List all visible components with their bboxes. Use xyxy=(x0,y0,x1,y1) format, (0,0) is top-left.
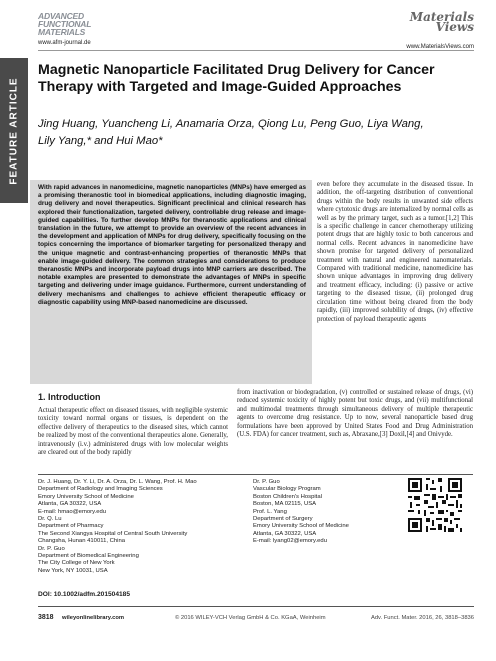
affiliation-line: Atlanta, GA 30322, USA xyxy=(253,530,317,537)
affiliation-line: Boston, MA 02115, USA xyxy=(253,501,317,508)
materials-views-url[interactable]: www.MaterialsViews.com xyxy=(406,44,474,50)
footer-url[interactable]: wileyonlinelibrary.com xyxy=(62,615,125,621)
footer-divider xyxy=(38,606,474,607)
affiliation-line: Dr. P. Guo xyxy=(253,479,280,485)
right-column-text: even before they accumulate in the diseased tissue. In addition, the off-targeting distribution of conventional drugs within the body results in unwanted side effects where cytotoxic drugs are internalized by normal cells as well as by the primary target, such as a tumor.[1,2] This is a specific challenge in cancer chemotherapy utilizing potent drugs that are highly toxic to both cancerous and normal cells. Recent advances in nanomedicine have shown promise for targeted delivery of personalized treatment with natural and engineered nanomaterials. Compared with traditional medicine, nanomedicine has shown unique advantages in improving drug delivery and treatment efficacy, including: (i) passive or active targeting to the diseased tissue, (ii) prolonged drug circulation time without being cleared from the body rapidly, (iii) improved solubility of drugs, (iv) effective protection of payload therapeutic agents xyxy=(317,181,473,323)
affiliation-line: The Second Xiangya Hospital of Central South University xyxy=(38,530,188,537)
abstract-text: With rapid advances in nanomedicine, magnetic nanoparticles (MNPs) have emerged as a promising theranostic tool in biomedical applications, including diagnostic imaging, drug delivery and novel therapeutics. Significant preclinical and clinical research has explored their functionalization, targeted delivery, controllable drug release and image-guided capabilities. To further develop MNPs for theranostic applications and clinical translation in the future, we attempt to provide an overview of the recent advances in the development and application of MNPs for drug delivery, specifically focusing on the topics concerning the importance of biomarker targeting for personalized therapy and the unique magnetic and contrast-enhancing properties of theranostic MNPs that enable image-guided delivery. The common strategies and considerations to produce theranostic MNPs and incorporate payload drugs into MNP carriers are described. The notable examples are presented to demonstrate the advantages of MNPs in specific targeting and delivering under image guidance. Furthermore, current understanding of delivery mechanisms and challenges to achieve efficient therapeutic efficacy or diagnostic capability using MNP-based nanomedicine are discussed. xyxy=(38,184,306,306)
affiliation-line: Dr. P. Guo xyxy=(38,545,65,552)
journal-logo-line-1: ADVANCED xyxy=(38,11,84,21)
affiliation-line: Dr. Q. Lu xyxy=(38,516,62,523)
section-tab xyxy=(0,58,28,203)
section-label: FEATURE ARTICLE xyxy=(8,76,20,185)
materials-views-logo xyxy=(410,12,474,32)
page-number: 3818 xyxy=(38,614,54,621)
affiliation-line: Atlanta, GA 30322, USA xyxy=(38,501,102,508)
affiliation-line: Dr. J. Huang, Dr. Y. Li, Dr. A. Orza, Dr. L. Wang, Prof. H. Mao xyxy=(38,479,197,485)
affiliation-line: Department of Pharmacy xyxy=(38,523,104,530)
journal-logo-line-3: MATERIALS xyxy=(38,27,86,37)
affiliation-line: Department of Radiology and Imaging Sciences xyxy=(38,486,163,493)
author-list xyxy=(38,116,478,149)
doi[interactable]: DOI: 10.1002/adfm.201504185 xyxy=(38,591,131,598)
affiliation-email[interactable]: E-mail: lyang02@emory.edu xyxy=(253,538,327,545)
affiliation-line: Boston Children's Hospital xyxy=(253,493,322,500)
affiliation-line: Emory University School of Medicine xyxy=(38,493,134,500)
affiliation-line: New York, NY 10031, USA xyxy=(38,567,108,574)
qr-code-icon[interactable] xyxy=(406,476,464,534)
citation: Adv. Funct. Mater. 2016, 26, 3818–3836 xyxy=(370,615,474,621)
affiliation-line: Changsha, Hunan 410011, China xyxy=(38,538,126,545)
materials-views-logo-line-1: Materials xyxy=(409,10,474,24)
affiliation-line: Emory University School of Medicine xyxy=(253,523,349,530)
authors-line-2: Lily Yang,* and Hui Mao* xyxy=(38,134,163,147)
header-divider xyxy=(38,50,474,51)
affiliation-line: Department of Biomedical Engineering xyxy=(38,553,139,560)
right-column-continuation: from inactivation or biodegradation, (v) controlled or sustained release of drugs, (vi) reduced systemic toxicity of highly potent but toxic drugs, and (vii) multifunctional and multimodal treatments through simultaneous delivery of multiple therapeutic agents to overcome drug resistance. Up to now, several nanoparticle based drug formulations have been approved by United States Food and Drug Administration (U.S. FDA) for cancer treatment, such as, Abraxane,[3] Doxil,[4] and Onivyde. xyxy=(237,389,473,439)
affiliation-divider xyxy=(38,474,473,475)
journal-logo-line-2: FUNCTIONAL xyxy=(38,19,92,29)
affiliation-email[interactable]: E-mail: hmao@emory.edu xyxy=(38,508,107,515)
materials-views-logo-line-2: Views xyxy=(435,20,474,34)
affiliation-line: Prof. L. Yang xyxy=(253,508,287,515)
affiliation-line: Vascular Biology Program xyxy=(253,486,321,493)
affiliation-line: The City College of New York xyxy=(38,560,115,567)
section-heading: 1. Introduction xyxy=(38,392,101,402)
affiliations-left xyxy=(38,479,238,575)
journal-url[interactable]: www.afm-journal.de xyxy=(38,40,91,46)
affiliations-right xyxy=(253,479,393,546)
affiliation-line: Department of Surgery xyxy=(253,516,313,523)
copyright: © 2016 WILEY-VCH Verlag GmbH & Co. KGaA, Weinheim xyxy=(175,615,326,621)
intro-text: Actual therapeutic effect on diseased tissues, with negligible systemic toxicity toward normal organs or tissues, is dependent on the effective delivery of therapeutics to the diseased sites, which cannot be realized by most of the conventional therapeutics alone. Generally, intravenously (i.v.) administered drugs with low molecular weights are cleared out of the body rapidly xyxy=(38,407,228,457)
article-title: Magnetic Nanoparticle Facilitated Drug Delivery for Cancer Therapy with Targeted and Image-Guided Approaches xyxy=(38,62,435,95)
authors-line-1: Jing Huang, Yuancheng Li, Anamaria Orza, Qiong Lu, Peng Guo, Liya Wang, xyxy=(38,118,424,130)
